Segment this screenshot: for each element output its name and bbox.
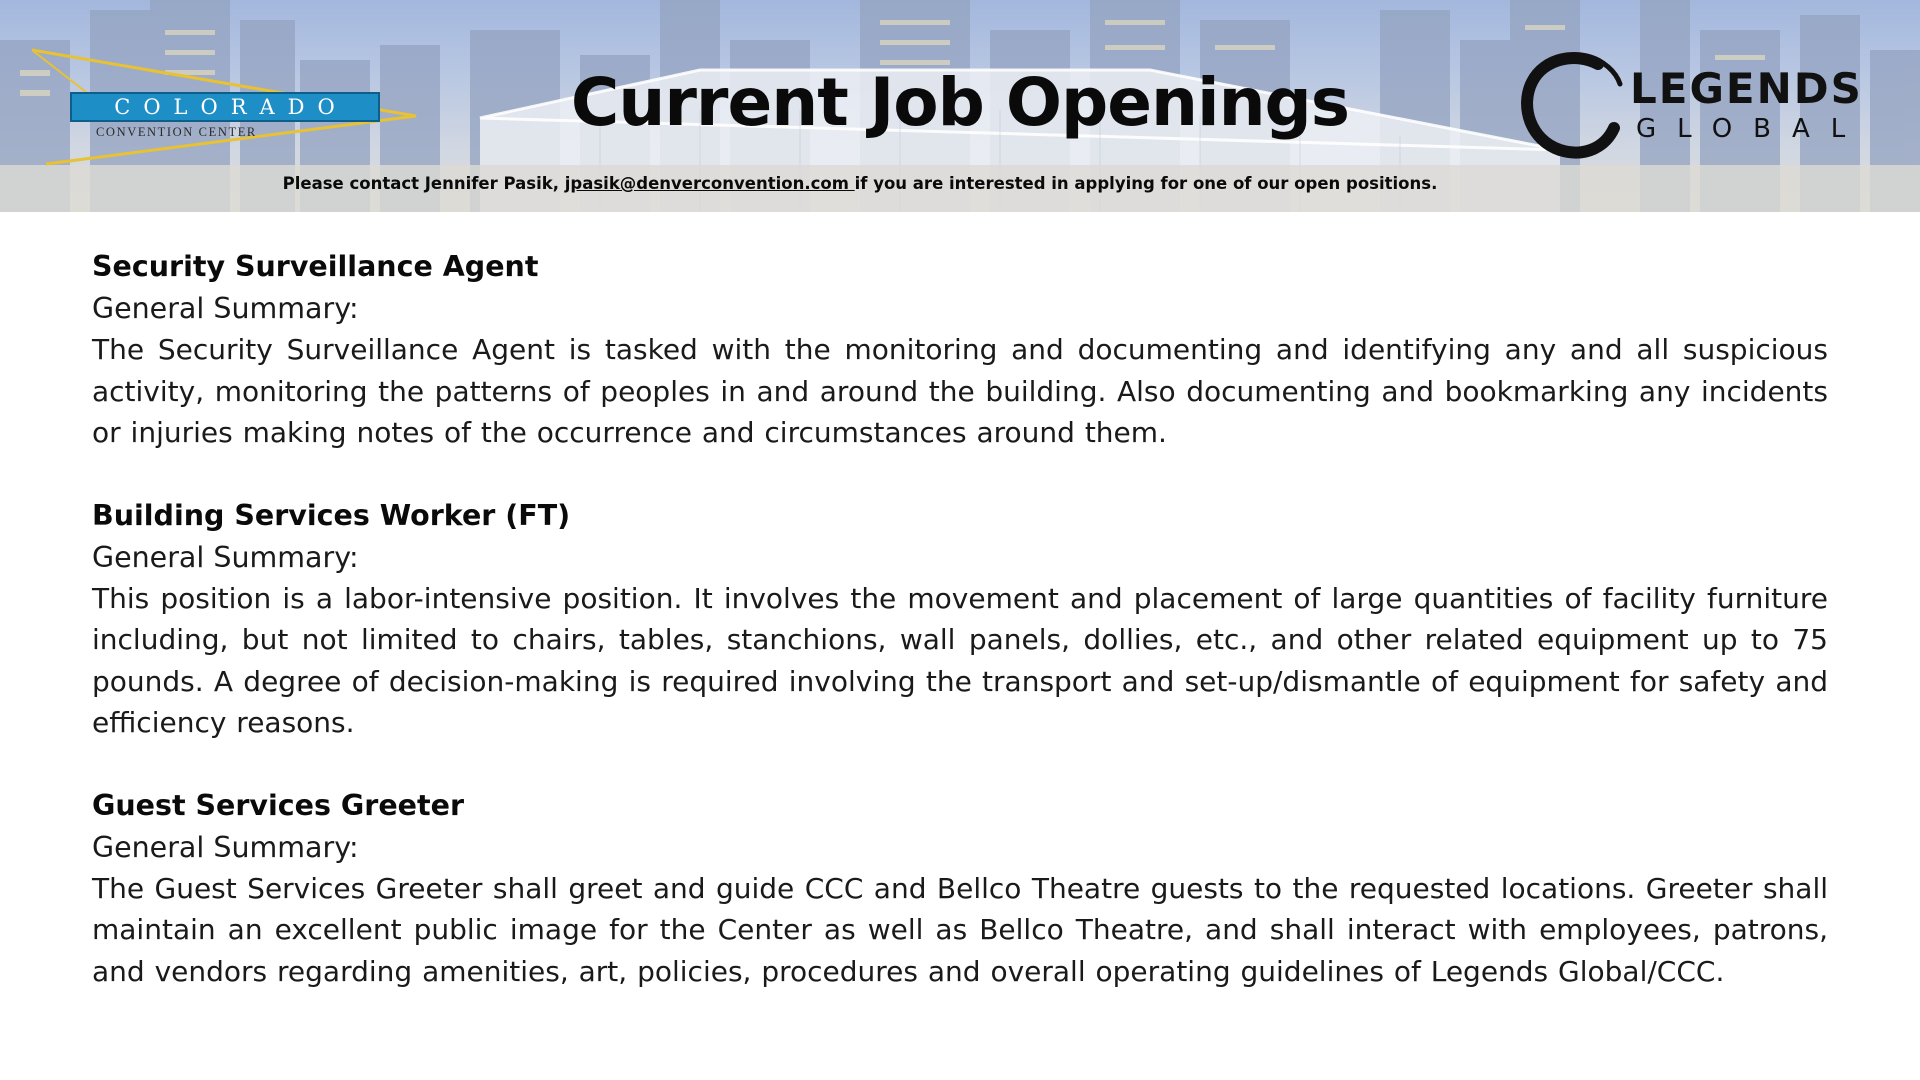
contact-line: [90, 174, 1630, 193]
job-description: The Guest Services Greeter shall greet and guide CCC and Bellco Theatre guests to the requested locations. Greeter shall maintain an excellent public image for the Center as well as Bellco Theatre, and shall interact with employees, patrons, and vendors regarding amenities, art, policies, procedures and overall operating guidelines of Legends Global/CCC.: [92, 871, 1828, 988]
convention-center-subtitle: CONVENTION CENTER: [96, 125, 257, 139]
general-summary-label: General Summary:: [92, 292, 359, 325]
contact-suffix: if you are interested in applying for one of our open positions.: [854, 174, 1438, 193]
job-listing-security-surveillance-agent: [92, 246, 1828, 454]
job-title: Building Services Worker (FT): [92, 498, 571, 532]
colorado-convention-center-logo: [26, 46, 426, 166]
brush-ring-icon: [1516, 50, 1626, 160]
general-summary-label: General Summary:: [92, 830, 359, 864]
global-subtitle: GLOBAL: [1636, 114, 1867, 144]
header-banner: [0, 0, 1920, 212]
page-title: Current Job Openings: [570, 64, 1350, 141]
colorado-wordmark: COLORADO: [70, 92, 380, 122]
job-listing-building-services-worker: [92, 495, 1828, 744]
job-listing-guest-services-greeter: [92, 785, 1828, 993]
job-description: The Security Surveillance Agent is tasked with the monitoring and documenting and identifying any and all suspicious activity, monitoring the patterns of peoples in and around the building. Also documenting and bookmarking any incidents or injuries making notes of the occurrence and circumstances around them.: [92, 333, 1828, 449]
job-description: This position is a labor-intensive position. It involves the movement and placement of large quantities of facility furniture including, but not limited to chairs, tables, stanchions, wall panels, dollies, etc., and other related equipment up to 75 pounds. A degree of decision-making is required involving the transport and set-up/dismantle of equipment for safety and efficiency reasons.: [92, 581, 1828, 739]
job-title: Guest Services Greeter: [92, 788, 465, 822]
general-summary-label: General Summary:: [92, 540, 359, 574]
contact-email-link[interactable]: jpasik@denverconvention.com: [564, 174, 855, 193]
legends-global-logo: [1516, 50, 1896, 160]
job-listings: [92, 246, 1828, 1033]
legends-wordmark: LEGENDS: [1630, 64, 1863, 113]
job-title: Security Surveillance Agent: [92, 250, 539, 283]
contact-prefix: Please contact Jennifer Pasik,: [282, 174, 565, 193]
